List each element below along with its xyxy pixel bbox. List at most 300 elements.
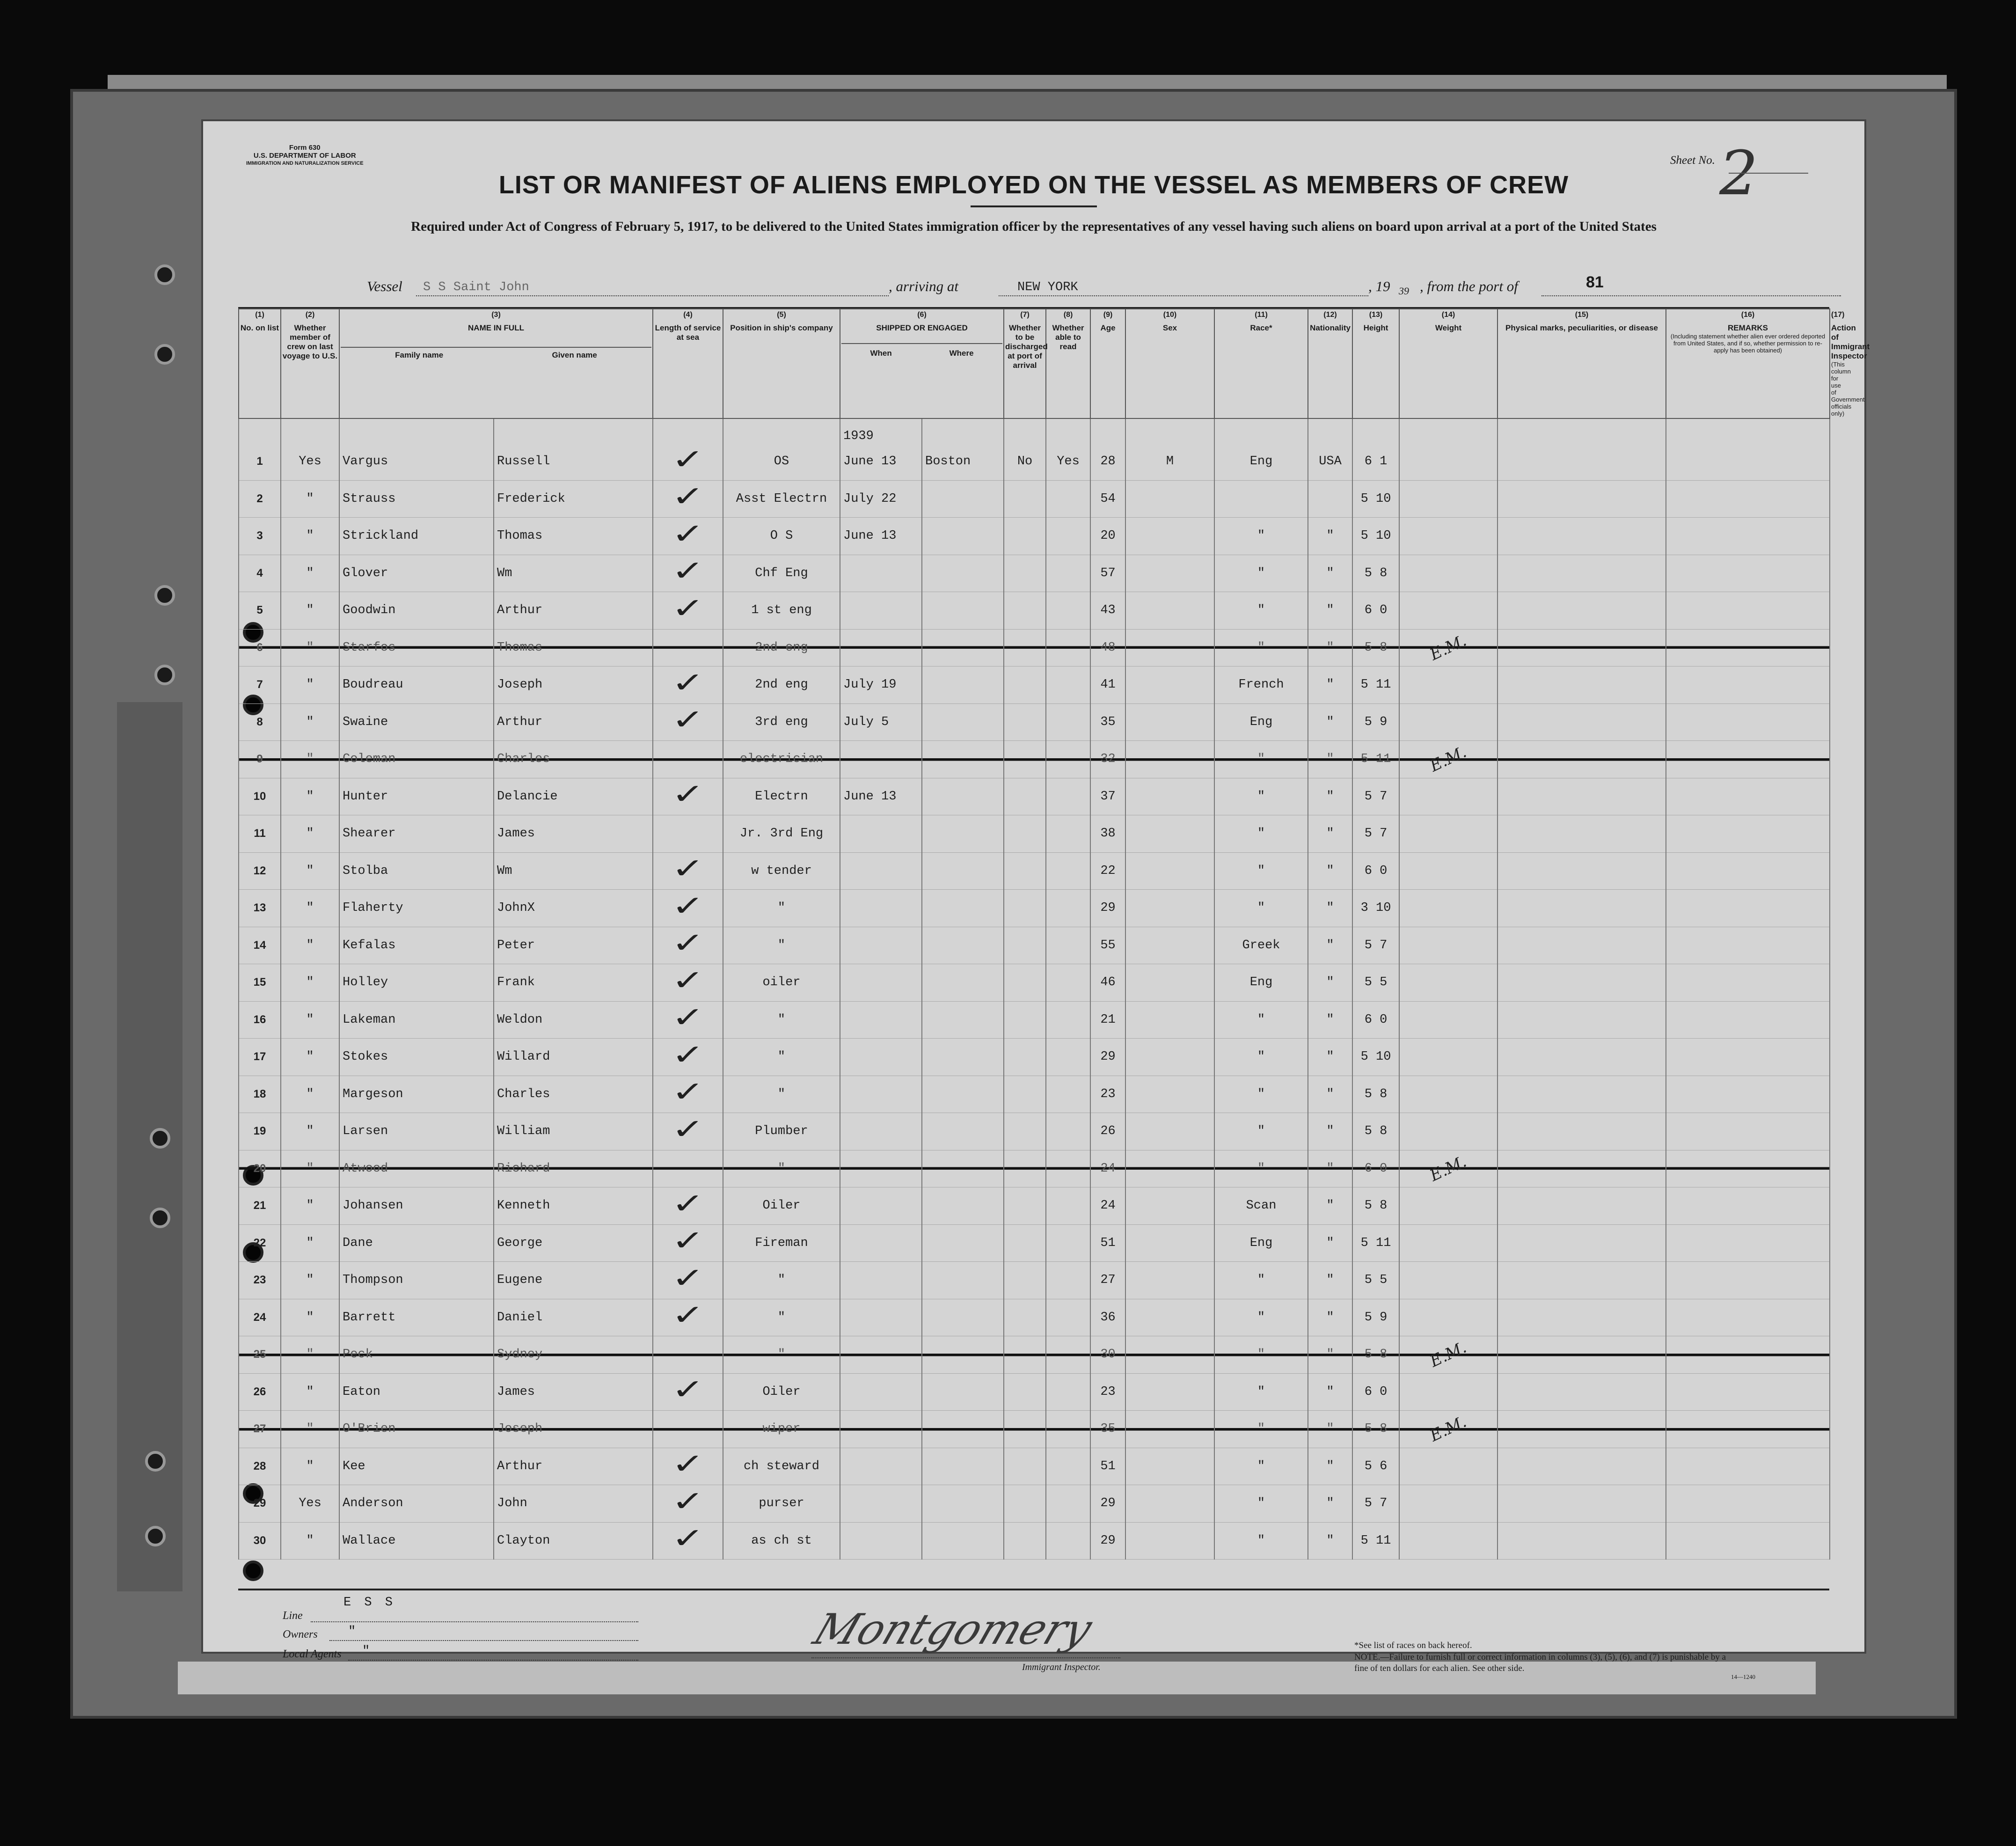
nationality-cell: " [1308, 741, 1352, 778]
height-cell: 5 9 [1352, 1299, 1399, 1336]
weight-cell [1399, 629, 1497, 667]
weight-cell [1399, 890, 1497, 927]
local-agents-value: " [362, 1644, 370, 1658]
physical-marks-cell [1497, 480, 1666, 518]
strike-initials: E.M. [1427, 1338, 1470, 1371]
physical-marks-cell [1497, 1001, 1666, 1039]
binder-hole-icon [154, 665, 175, 685]
given-name-cell: Willard [494, 1039, 653, 1076]
physical-marks-cell [1497, 964, 1666, 1002]
race-cell: Greek [1214, 927, 1308, 964]
given-name-cell: Weldon [494, 1001, 653, 1039]
position-cell: 2nd eng [723, 667, 840, 704]
discharged-cell [1004, 964, 1046, 1002]
able-to-read-cell [1046, 1485, 1090, 1523]
row-number-cell: 13 [239, 890, 281, 927]
family-name-cell: Peck [339, 1336, 494, 1374]
height-cell: 6 0 [1352, 1001, 1399, 1039]
col-name-header: (3) NAME IN FULL Family name Given name [339, 309, 653, 418]
service-check-cell [653, 629, 723, 667]
shipped-when-cell [840, 1411, 922, 1448]
physical-marks-cell [1497, 1262, 1666, 1299]
age-cell: 38 [1090, 815, 1125, 853]
able-to-read-cell [1046, 703, 1090, 741]
family-name-cell: Anderson [339, 1485, 494, 1523]
position-cell: OS [723, 443, 840, 480]
column-header-row: (1) No. on list (2) Whether member of crew on last voyage to U.S. (3) NAME IN FULL Family name Given name (4) Length of service at sea (5) Position in ship's company (6) SHIPPED OR ENGAGED When Where (7) Whether to be discharged at port of arrival (8) Whether able to read (9) Age (10) Sex (11) Race* (12) Nationality (13) Height (14) Weight (15) Physical marks, peculiarities, or disease (16) REMARKS (Including statement whether alien ever ordered deported from United States, and if so, whether permission to re-apply has been obtained) (17) Action of Immigrant Inspector (This column for use of Government officials only) [239, 309, 1830, 418]
page-subtitle: Required under Act of Congress of February 5, 1917, to be delivered to the United States immigration officer by the representatives of any vessel having such aliens on board upon arrival at a port of the United States [411, 219, 1657, 234]
discharged-cell [1004, 1076, 1046, 1113]
family-name-cell: Kefalas [339, 927, 494, 964]
crew-row [239, 1150, 1830, 1187]
given-name-cell: Arthur [494, 592, 653, 630]
row-number-cell: 25 [239, 1336, 281, 1374]
sex-cell [1125, 1373, 1214, 1411]
remarks-cell [1666, 1448, 1830, 1485]
shipped-where-cell [922, 703, 1004, 741]
row-number-cell: 21 [239, 1187, 281, 1225]
row-number-cell: 16 [239, 1001, 281, 1039]
discharged-cell [1004, 815, 1046, 853]
discharged-cell [1004, 1336, 1046, 1374]
able-to-read-cell [1046, 1522, 1090, 1560]
height-cell: 5 8 [1352, 1113, 1399, 1150]
weight-cell [1399, 1299, 1497, 1336]
arriving-label: , arriving at [889, 278, 958, 294]
age-cell: 28 [1090, 443, 1125, 480]
sex-cell [1125, 629, 1214, 667]
weight-cell [1399, 1039, 1497, 1076]
position-cell: Oiler [723, 1187, 840, 1225]
discharged-cell [1004, 741, 1046, 778]
binder-hole-icon [154, 344, 175, 365]
row-number-cell: 9 [239, 741, 281, 778]
nationality-cell: USA [1308, 443, 1352, 480]
physical-marks-cell [1497, 1411, 1666, 1448]
immigrant-inspector-label: Immigrant Inspector. [1022, 1662, 1101, 1672]
able-to-read-cell [1046, 890, 1090, 927]
family-name-cell: Swaine [339, 703, 494, 741]
shipped-when-cell: June 13 [840, 778, 922, 815]
row-number-cell: 8 [239, 703, 281, 741]
crew-row [239, 890, 1830, 927]
shipped-where-cell [922, 629, 1004, 667]
line-value: E S S [343, 1596, 396, 1610]
row-number-cell: 14 [239, 927, 281, 964]
crew-row [239, 480, 1830, 518]
nationality-cell: " [1308, 1150, 1352, 1187]
previous-voyage-cell: Yes [281, 1485, 339, 1523]
row-number-cell: 23 [239, 1262, 281, 1299]
position-cell: 1 st eng [723, 592, 840, 630]
previous-voyage-cell: " [281, 852, 339, 890]
weight-cell [1399, 741, 1497, 778]
check-mark-icon: ✓ [671, 852, 705, 886]
check-mark-icon: ✓ [671, 1113, 705, 1146]
age-cell: 20 [1090, 518, 1125, 555]
shipped-where-cell [922, 1373, 1004, 1411]
height-cell: 6 0 [1352, 1150, 1399, 1187]
physical-marks-cell [1497, 1522, 1666, 1560]
table-bottom-rule [238, 1589, 1829, 1590]
sex-cell [1125, 741, 1214, 778]
given-name-cell: Eugene [494, 1262, 653, 1299]
crew-rows [239, 418, 1830, 1560]
height-cell: 3 10 [1352, 890, 1399, 927]
able-to-read-cell [1046, 629, 1090, 667]
weight-cell [1399, 1001, 1497, 1039]
previous-voyage-cell: " [281, 1150, 339, 1187]
crew-row [239, 778, 1830, 815]
arrival-port: NEW YORK [1017, 280, 1078, 294]
given-name-cell: Russell [494, 443, 653, 480]
col-nationality-header: (12) Nationality [1308, 309, 1352, 418]
race-cell: " [1214, 1039, 1308, 1076]
sex-cell [1125, 1262, 1214, 1299]
row-number-cell: 5 [239, 592, 281, 630]
discharged-cell [1004, 1299, 1046, 1336]
discharged-cell [1004, 1224, 1046, 1262]
remarks-cell [1666, 778, 1830, 815]
physical-marks-cell [1497, 1076, 1666, 1113]
height-cell: 5 9 [1352, 703, 1399, 741]
row-number-cell: 17 [239, 1039, 281, 1076]
discharged-cell [1004, 518, 1046, 555]
height-cell: 5 10 [1352, 518, 1399, 555]
shipped-when-cell [840, 852, 922, 890]
service-check-cell [653, 1448, 723, 1485]
shipped-when-cell [840, 1187, 922, 1225]
crew-row [239, 1411, 1830, 1448]
age-cell: 35 [1090, 703, 1125, 741]
physical-marks-cell [1497, 1150, 1666, 1187]
weight-cell [1399, 1522, 1497, 1560]
family-name-cell: Vargus [339, 443, 494, 480]
row-number-cell: 27 [239, 1411, 281, 1448]
physical-marks-cell [1497, 629, 1666, 667]
position-cell: Asst Electrn [723, 480, 840, 518]
position-cell: Chf Eng [723, 555, 840, 592]
shipped-when-cell [840, 964, 922, 1002]
discharged-cell [1004, 667, 1046, 704]
race-cell: " [1214, 555, 1308, 592]
year-suffix: 39 [1399, 285, 1409, 297]
form-identifier [246, 144, 364, 168]
row-number-cell: 18 [239, 1076, 281, 1113]
remarks-cell [1666, 1187, 1830, 1225]
service-check-cell [653, 1522, 723, 1560]
sex-cell [1125, 815, 1214, 853]
height-cell: 5 11 [1352, 1522, 1399, 1560]
weight-cell [1399, 1336, 1497, 1374]
age-cell: 23 [1090, 1076, 1125, 1113]
physical-marks-cell [1497, 1299, 1666, 1336]
shipped-where-cell [922, 1187, 1004, 1225]
binder-hole-icon [150, 1128, 170, 1149]
previous-voyage-cell: " [281, 667, 339, 704]
weight-cell [1399, 1411, 1497, 1448]
nationality-cell: " [1308, 927, 1352, 964]
height-cell: 6 0 [1352, 1373, 1399, 1411]
remarks-cell [1666, 1262, 1830, 1299]
given-name-cell: Frank [494, 964, 653, 1002]
able-to-read-cell [1046, 815, 1090, 853]
sex-cell [1125, 1448, 1214, 1485]
discharged-cell [1004, 1522, 1046, 1560]
height-cell: 5 7 [1352, 927, 1399, 964]
able-to-read-cell [1046, 927, 1090, 964]
position-cell: 3rd eng [723, 703, 840, 741]
shipped-where-cell [922, 1001, 1004, 1039]
given-name-cell: Joseph [494, 667, 653, 704]
service-check-cell [653, 1485, 723, 1523]
able-to-read-cell [1046, 480, 1090, 518]
position-cell: Oiler [723, 1373, 840, 1411]
physical-marks-cell [1497, 1485, 1666, 1523]
height-cell: 5 11 [1352, 1224, 1399, 1262]
age-cell: 57 [1090, 555, 1125, 592]
age-cell: 30 [1090, 1336, 1125, 1374]
age-cell: 29 [1090, 1039, 1125, 1076]
previous-voyage-cell: " [281, 741, 339, 778]
crew-row [239, 667, 1830, 704]
previous-voyage-cell: " [281, 1336, 339, 1374]
given-name-cell: Charles [494, 1076, 653, 1113]
col-age-header: (9) Age [1090, 309, 1125, 418]
remarks-cell [1666, 1113, 1830, 1150]
discharged-cell [1004, 703, 1046, 741]
age-cell: 24 [1090, 1150, 1125, 1187]
check-mark-icon: ✓ [671, 517, 705, 550]
remarks-cell [1666, 629, 1830, 667]
crew-row [239, 1001, 1830, 1039]
able-to-read-cell [1046, 1411, 1090, 1448]
service-name: IMMIGRATION AND NATURALIZATION SERVICE [246, 161, 364, 166]
col-previous-voyage-header: (2) Whether member of crew on last voyage to U.S. [281, 309, 339, 418]
sex-cell [1125, 1411, 1214, 1448]
col-read-header: (8) Whether able to read [1046, 309, 1090, 418]
print-code: 14—1240 [1731, 1673, 1755, 1680]
family-name-cell: Wallace [339, 1522, 494, 1560]
age-cell: 24 [1090, 1187, 1125, 1225]
row-number-cell: 12 [239, 852, 281, 890]
row-number-cell: 10 [239, 778, 281, 815]
crew-row [239, 1224, 1830, 1262]
physical-marks-cell [1497, 592, 1666, 630]
able-to-read-cell [1046, 1299, 1090, 1336]
discharged-cell [1004, 480, 1046, 518]
position-cell: w tender [723, 852, 840, 890]
age-cell: 29 [1090, 1522, 1125, 1560]
given-name-cell: William [494, 1113, 653, 1150]
height-cell: 5 8 [1352, 555, 1399, 592]
crew-row [239, 518, 1830, 555]
race-cell: " [1214, 1299, 1308, 1336]
family-name-cell: Flaherty [339, 890, 494, 927]
nationality-cell: " [1308, 815, 1352, 853]
discharged-cell [1004, 629, 1046, 667]
page-title: LIST OR MANIFEST OF ALIENS EMPLOYED ON THE VESSEL AS MEMBERS OF CREW [498, 171, 1569, 199]
discharged-cell [1004, 778, 1046, 815]
previous-voyage-cell: " [281, 1039, 339, 1076]
nationality-cell: " [1308, 1411, 1352, 1448]
given-name-cell: John [494, 1485, 653, 1523]
shipped-when-cell [840, 1522, 922, 1560]
crew-row [239, 443, 1830, 480]
inspector-signature: Montgomery [807, 1605, 1099, 1654]
family-name-cell: Atwood [339, 1150, 494, 1187]
physical-marks-cell [1497, 518, 1666, 555]
position-cell: electrician [723, 741, 840, 778]
remarks-cell [1666, 480, 1830, 518]
row-number-cell: 26 [239, 1373, 281, 1411]
check-mark-icon: ✓ [671, 889, 705, 923]
binder-hole-icon [154, 264, 175, 285]
service-check-cell [653, 1150, 723, 1187]
service-check-cell [653, 480, 723, 518]
owners-rule [329, 1640, 638, 1641]
crew-row [239, 1076, 1830, 1113]
where-subheader: Where [949, 349, 974, 358]
check-mark-icon: ✓ [671, 1299, 705, 1332]
age-cell: 37 [1090, 778, 1125, 815]
age-cell: 29 [1090, 890, 1125, 927]
remarks-cell [1666, 890, 1830, 927]
sex-cell [1125, 1039, 1214, 1076]
crew-row [239, 1485, 1830, 1523]
position-cell: " [723, 1076, 840, 1113]
shipped-when-cell [840, 1448, 922, 1485]
local-agents-label: Local Agents [283, 1648, 342, 1660]
service-check-cell [653, 667, 723, 704]
owners-value: " [348, 1625, 356, 1639]
row-number-cell: 4 [239, 555, 281, 592]
check-mark-icon: ✓ [671, 1076, 705, 1109]
previous-voyage-cell: " [281, 703, 339, 741]
given-name-cell: JohnX [494, 890, 653, 927]
row-number-cell: 6 [239, 629, 281, 667]
sex-cell [1125, 1224, 1214, 1262]
service-check-cell [653, 927, 723, 964]
service-check-cell [653, 1411, 723, 1448]
sex-cell [1125, 1522, 1214, 1560]
service-check-cell [653, 1187, 723, 1225]
family-name-cell: Hunter [339, 778, 494, 815]
nationality-cell: " [1308, 667, 1352, 704]
year-row [239, 418, 1830, 443]
sheet-number-label: Sheet No. [1670, 154, 1715, 167]
nationality-cell: " [1308, 1485, 1352, 1523]
manifest-page [201, 119, 1870, 1680]
given-name-cell: James [494, 1373, 653, 1411]
row-number-cell: 28 [239, 1448, 281, 1485]
shipped-when-cell [840, 629, 922, 667]
weight-cell [1399, 1224, 1497, 1262]
row-number-cell: 3 [239, 518, 281, 555]
nationality-cell: " [1308, 518, 1352, 555]
discharged-cell [1004, 1113, 1046, 1150]
col-weight-header: (14) Weight [1399, 309, 1497, 418]
race-cell: " [1214, 629, 1308, 667]
strike-initials: E.M. [1427, 631, 1470, 665]
remarks-cell [1666, 964, 1830, 1002]
previous-voyage-cell: " [281, 518, 339, 555]
weight-cell [1399, 555, 1497, 592]
shipped-when-cell [840, 1299, 922, 1336]
service-check-cell [653, 703, 723, 741]
remarks-cell [1666, 1299, 1830, 1336]
row-number-cell: 20 [239, 1150, 281, 1187]
sex-cell [1125, 964, 1214, 1002]
family-name-cell: Kee [339, 1448, 494, 1485]
position-cell: " [723, 1150, 840, 1187]
weight-cell [1399, 443, 1497, 480]
age-cell: 23 [1090, 1373, 1125, 1411]
service-check-cell [653, 1262, 723, 1299]
family-name-cell: Strauss [339, 480, 494, 518]
position-cell: " [723, 1262, 840, 1299]
title-underline [971, 205, 1097, 207]
check-mark-icon: ✓ [671, 443, 705, 476]
crew-row [239, 592, 1830, 630]
sex-cell [1125, 1150, 1214, 1187]
physical-marks-cell [1497, 703, 1666, 741]
given-name-cell: Charles [494, 741, 653, 778]
vessel-name-rule [416, 295, 889, 296]
physical-marks-cell [1497, 443, 1666, 480]
nationality-cell: " [1308, 964, 1352, 1002]
signature-rule [811, 1657, 1120, 1658]
owners-label: Owners [283, 1628, 318, 1641]
shipped-when-cell: June 13 [840, 518, 922, 555]
weight-cell [1399, 480, 1497, 518]
height-cell: 6 0 [1352, 852, 1399, 890]
family-name-cell: Starfos [339, 629, 494, 667]
sex-cell [1125, 1485, 1214, 1523]
family-name-cell: Johansen [339, 1187, 494, 1225]
nationality-cell: " [1308, 555, 1352, 592]
given-name-cell: Wm [494, 852, 653, 890]
discharged-cell [1004, 890, 1046, 927]
position-cell: " [723, 927, 840, 964]
race-cell: " [1214, 1262, 1308, 1299]
col-discharged-header: (7) Whether to be discharged at port of arrival [1004, 309, 1046, 418]
previous-voyage-cell: Yes [281, 443, 339, 480]
weight-cell [1399, 1187, 1497, 1225]
vessel-label: Vessel [367, 278, 402, 294]
able-to-read-cell [1046, 1262, 1090, 1299]
shipped-when-cell [840, 1262, 922, 1299]
nationality-cell: " [1308, 1299, 1352, 1336]
given-name-cell: Daniel [494, 1299, 653, 1336]
position-cell: wiper [723, 1411, 840, 1448]
remarks-cell [1666, 592, 1830, 630]
check-mark-icon: ✓ [671, 1448, 705, 1481]
nationality-cell: " [1308, 703, 1352, 741]
weight-cell [1399, 1262, 1497, 1299]
row-number-cell: 29 [239, 1485, 281, 1523]
shipped-where-cell [922, 1039, 1004, 1076]
remarks-cell [1666, 1001, 1830, 1039]
check-mark-icon: ✓ [671, 1373, 705, 1406]
able-to-read-cell [1046, 1224, 1090, 1262]
shipped-when-cell: July 22 [840, 480, 922, 518]
physical-marks-cell [1497, 555, 1666, 592]
row-number-cell: 19 [239, 1113, 281, 1150]
sex-cell [1125, 890, 1214, 927]
race-cell: " [1214, 890, 1308, 927]
shipped-when-cell [840, 1485, 922, 1523]
